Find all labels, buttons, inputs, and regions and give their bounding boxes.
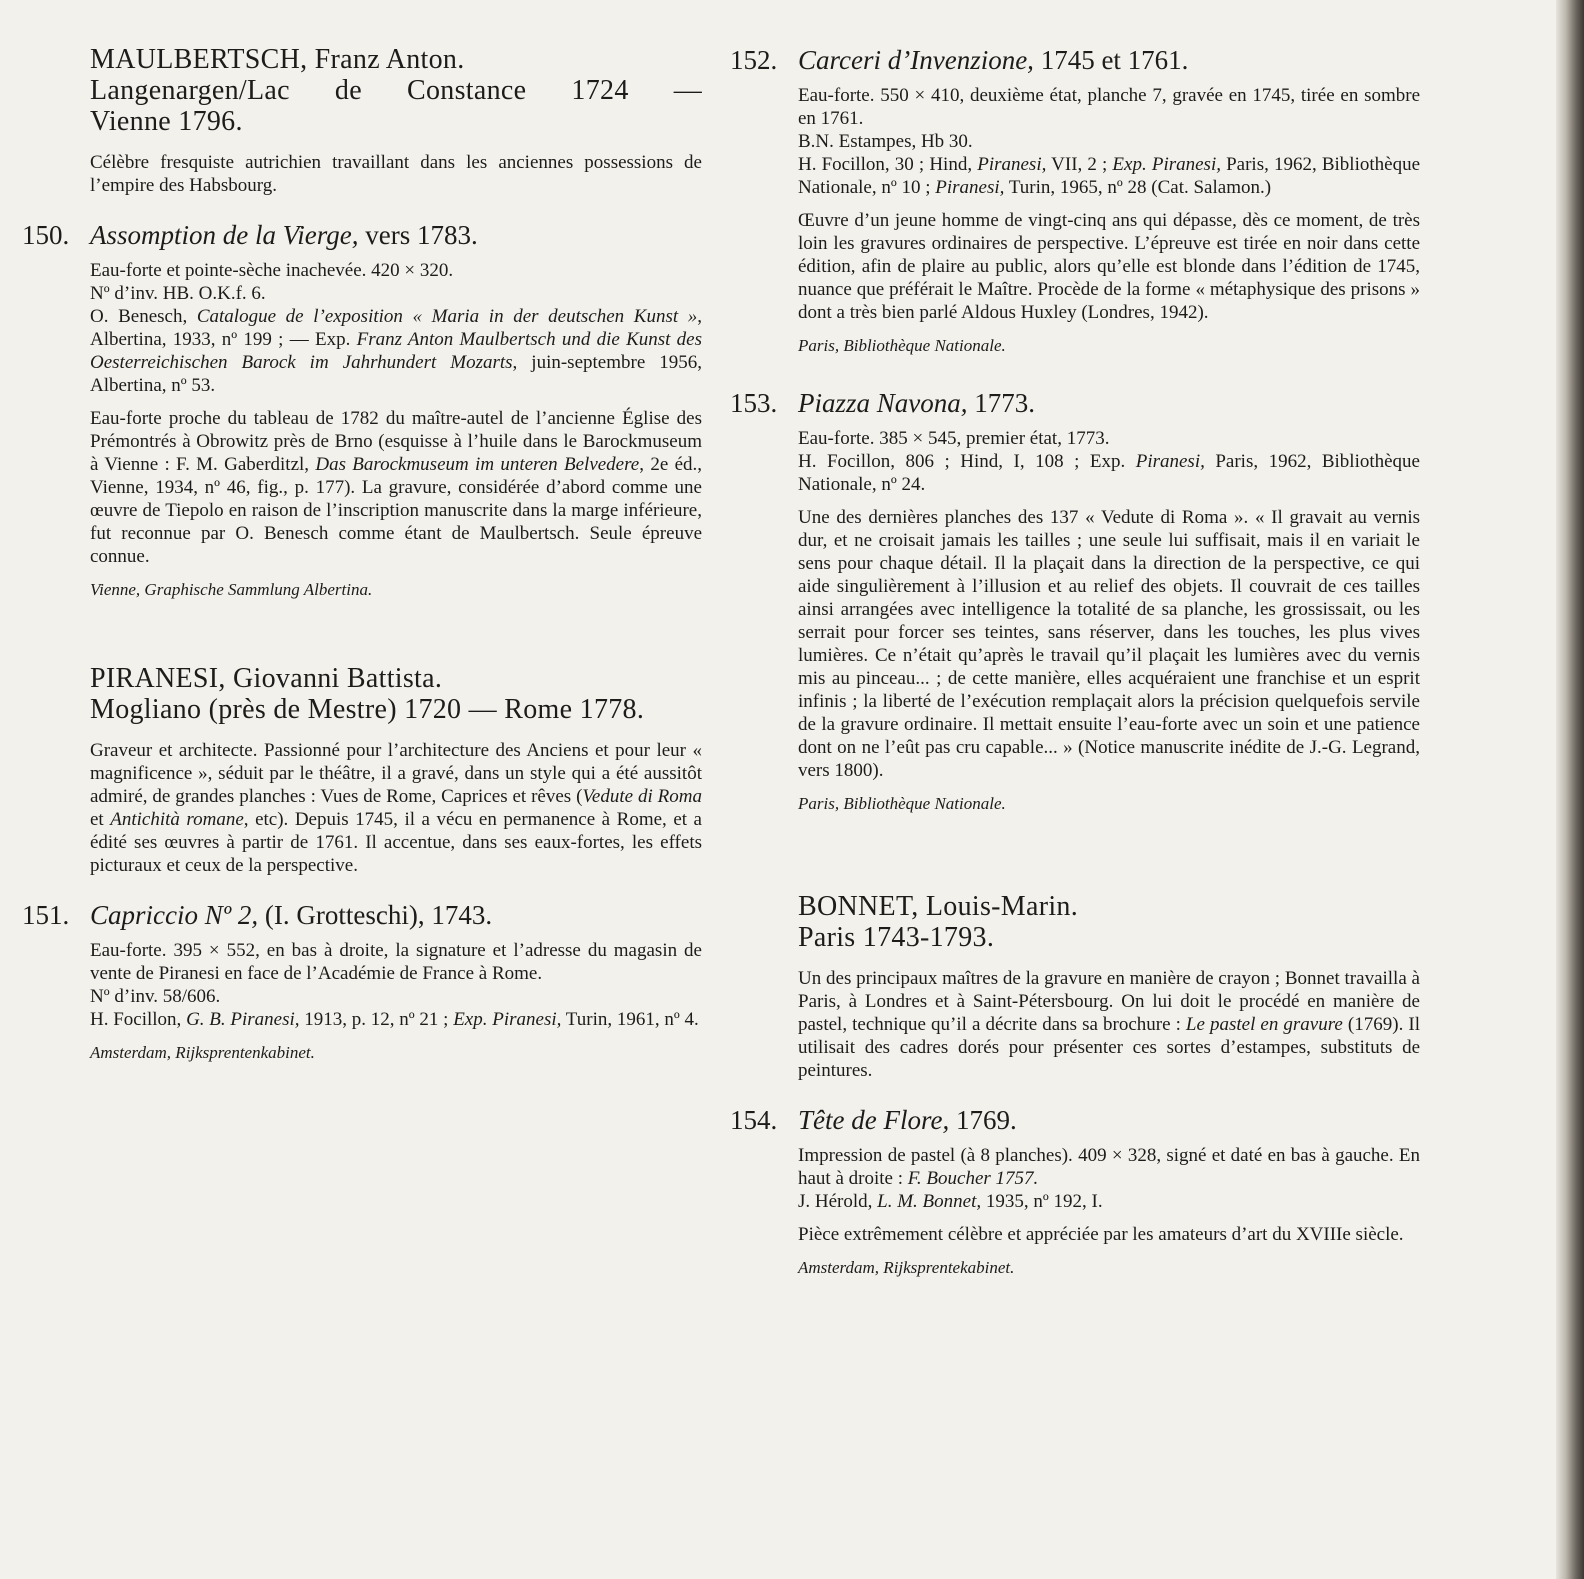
artist-heading-bonnet <box>798 891 1420 953</box>
collection-location: Paris, Bibliothèque Nationale. <box>798 336 1006 355</box>
artist-intro: Célèbre fresquiste autrichien travaillant dans les anciennes possessions de l’empire des Habsbourg. <box>90 152 702 196</box>
entry-heading <box>730 44 1420 76</box>
artist-name: PIRANESI, Giovanni Battista. <box>90 663 443 694</box>
ref-text: , Albertina, 1933, nº 199 ; — Exp. <box>90 306 702 350</box>
entry-commentary <box>798 1223 1420 1246</box>
technique-line: Eau-forte. 385 × 545, premier état, 1773. <box>798 428 1110 449</box>
technical-notes <box>90 939 702 1031</box>
ref-text: Paris, 1962, Bibliothèque Nationale, nº 24. <box>798 451 1420 495</box>
commentary-text: Œuvre d’un jeune homme de vingt-cinq ans qui dépasse, dès ce moment, de très loin les gravures ordinaires de perspective. L’épreuve est tirée en noir dans cette édition, afin de plaire au public, alors qu’elle est blonde dans l’édition de 1745, nuance que préférait le Maître. Procède de la forme « métaphysique des prisons » dont a très bien parlé Aldous Huxley (Londres, 1942). <box>798 210 1420 323</box>
entry-title: Carceri d’Invenzione, <box>798 45 1034 75</box>
artist-name: MAULBERTSCH, Franz Anton. <box>90 44 465 75</box>
artist-birth-death-cont: Vienne 1796. <box>90 106 243 137</box>
commentary-text <box>90 407 702 568</box>
ref-text: 1935, nº 192, I. <box>981 1191 1103 1212</box>
artist-name: BONNET, Louis-Marin. <box>798 891 1078 922</box>
references <box>798 450 1420 496</box>
ref-title: Piranesi, <box>935 177 1005 198</box>
entry-number: 154. <box>730 1105 778 1135</box>
entry-title: Assomption de la Vierge, <box>90 220 359 250</box>
commentary-text: Pièce extrêmement célèbre et appréciée par les amateurs d’art du XVIIIe siècle. <box>798 1224 1404 1245</box>
ref-title: G. B. Piranesi, <box>186 1009 300 1030</box>
inventory-line: Nº d’inv. 58/606. <box>90 986 221 1007</box>
right-column <box>730 44 1420 1279</box>
book-spine-shadow <box>1556 0 1584 1579</box>
artist-birth-death: Langenargen/Lac de Constance 1724 — <box>90 75 702 106</box>
entry-title-line <box>798 387 1035 419</box>
entry-heading <box>22 219 702 251</box>
technical-notes <box>798 84 1420 199</box>
artist-heading-piranesi <box>90 663 702 725</box>
ref-text: , juin-septembre 1956, Albertina, nº 53. <box>90 352 702 396</box>
section-gap <box>730 815 1420 891</box>
inventory-line: B.N. Estampes, Hb 30. <box>798 131 973 152</box>
ref-text: Turin, 1961, nº 4. <box>561 1009 699 1030</box>
technique-line <box>798 1144 1420 1190</box>
comment-text: Eau-forte proche du tableau de 1782 du maître-autel de l’ancienne Église des Prémontrés à Obrowitz près de Brno (esquisse à l’huile dans le Barockmuseum à Vienne : F. M. Gaberditzl, <box>90 408 702 475</box>
collection-location: Amsterdam, Rijksprentekabinet. <box>798 1258 1015 1277</box>
intro-title: Le pastel en gravure <box>1185 1014 1343 1035</box>
entry-body <box>798 427 1420 815</box>
artist-intro <box>90 739 702 877</box>
references <box>798 153 1420 199</box>
ref-text: H. Focillon, 30 ; Hind, <box>798 154 978 175</box>
entry-title-line <box>798 1104 1017 1136</box>
intro-text: , etc). Depuis 1745, il a vécu en permanence à Rome, et a édité ses œuvres à partir de 1761. Il accentue, dans ses eaux-fortes, les effets picturaux et ceux de la perspective. <box>90 809 702 876</box>
references <box>90 1008 702 1031</box>
catalogue-entry-154 <box>730 1104 1420 1279</box>
ref-title: Franz Anton Maulbertsch und die Kunst des Oesterreichischen Barock im Jahrhundert Mozarts <box>90 329 703 373</box>
entry-body <box>90 939 702 1064</box>
technical-notes <box>798 1144 1420 1213</box>
entry-title-line <box>90 219 478 251</box>
comment-text: , 2e éd., Vienne, 1934, nº 46, fig., p. 177). La gravure, considérée d’abord comme une œuvre de Tiepolo en raison de l’inscription manuscrite dans la marge inférieure, fut reconnue par O. Benesch comme étant de Maulbertsch. Seule épreuve connue. <box>90 454 702 567</box>
technique-line: Eau-forte. 550 × 410, deuxième état, planche 7, gravée en 1745, tirée en sombre en 1761. <box>798 85 1420 129</box>
entry-body <box>798 84 1420 357</box>
ref-title: L. M. Bonnet, <box>877 1191 982 1212</box>
entry-heading <box>22 899 702 931</box>
entry-date: 1769. <box>949 1105 1017 1135</box>
entry-body <box>798 1144 1420 1279</box>
ref-title: Piranesi, <box>977 154 1047 175</box>
intro-title: Antichità romane <box>110 809 244 830</box>
entry-title-line <box>798 44 1188 76</box>
technical-notes <box>798 427 1420 496</box>
commentary-text: Une des dernières planches des 137 « Vedute di Roma ». « Il gravait au vernis dur, et ne croisait jamais les tailles ; une seule lui suffisait, mais il en variait le sens pour chaque détail. Il la plaçait dans la direction de la perspective, ce qui aide singulièrement à l’illusion et au relief des objets. Il couvrait de ces tailles ainsi arrangées avec intelligence la totalité de sa planche, les grossissait, ou les serrait pour forcer ses teintes, sans réserver, dans les touches, les plus vives lumières. Ce n’était qu’après le travail qu’il plaçait les lumières avec du vernis mis au pinceau... ; de cette manière, elles acquéraient une franchise et un esprit infinis ; la liberté de l’exécution remplaçait alors la précision quelquefois servile de la gravure ordinaire. Il mettait ensuite l’eau-forte avec un soin et une patience dont on ne l’eût pas cru capable... » (Notice manuscrite inédite de J.-G. Legrand, vers 1800). <box>798 507 1420 781</box>
left-column <box>22 44 702 1064</box>
entry-date: 1745 et 1761. <box>1033 45 1189 75</box>
entry-title-line <box>90 899 492 931</box>
entry-title: Capriccio Nº 2, <box>90 900 259 930</box>
ref-text: Paris, 1962, Bibliothèque Nationale, nº 10 ; <box>798 154 1421 198</box>
collection-location: Amsterdam, Rijksprentenkabinet. <box>90 1043 315 1062</box>
intro-text: Un des principaux maîtres de la gravure en manière de crayon ; Bonnet travailla à Paris, à Londres et à Saint-Pétersbourg. On lui doit le procédé en manière de pastel, technique qu’il a décrite dans sa brochure : <box>798 968 1420 1035</box>
references <box>798 1190 1420 1213</box>
ref-title: Catalogue de l’exposition « Maria in der deutschen Kunst » <box>196 306 698 327</box>
entry-commentary <box>90 407 702 568</box>
ref-text: Turin, 1965, nº 28 (Cat. Salamon.) <box>1004 177 1272 198</box>
entry-title: Tête de Flore, <box>798 1105 950 1135</box>
ref-text: H. Focillon, 806 ; Hind, I, 108 ; Exp. <box>798 451 1136 472</box>
entry-body <box>90 259 702 601</box>
entry-commentary <box>798 209 1420 324</box>
entry-number: 153. <box>730 388 778 418</box>
artist-birth-death: Mogliano (près de Mestre) 1720 — Rome 1778. <box>90 694 645 725</box>
entry-heading <box>730 387 1420 419</box>
technique-line: Eau-forte. 395 × 552, en bas à droite, la signature et l’adresse du magasin de vente de Piranesi en face de l’Académie de France à Rome. <box>90 940 702 984</box>
entry-commentary <box>798 506 1420 782</box>
ref-text: 1913, p. 12, nº 21 ; <box>299 1009 454 1030</box>
entry-number: 152. <box>730 45 778 75</box>
comment-title: Das Barockmuseum im unteren Belvedere <box>315 454 640 475</box>
artist-birth-death: Paris 1743-1793. <box>798 922 995 953</box>
intro-title: Vedute di Roma <box>582 786 702 807</box>
ref-title: Piranesi, <box>1135 451 1205 472</box>
entry-date: vers 1783. <box>358 220 478 250</box>
technique-line: Eau-forte et pointe-sèche inachevée. 420 × 320. <box>90 260 454 281</box>
tech-text: Impression de pastel (à 8 planches). 409 × 328, signé et daté en bas à gauche. En haut à droite : <box>798 1145 1420 1189</box>
intro-text: Graveur et architecte. Passionné pour l’architecture des Anciens et pour leur « magnificence », séduit par le théâtre, il a gravé, dans un style qui a été aussitôt admiré, de grandes planches : Vues de Rome, Caprices et rêves ( <box>90 740 702 807</box>
ref-text: J. Hérold, <box>798 1191 878 1212</box>
tech-signature: F. Boucher 1757. <box>907 1168 1039 1189</box>
ref-text: O. Benesch, <box>90 306 197 327</box>
entry-heading <box>730 1104 1420 1136</box>
references <box>90 305 702 397</box>
technical-notes <box>90 259 702 397</box>
collection-location: Vienne, Graphische Sammlung Albertina. <box>90 580 373 599</box>
entry-title: Piazza Navona, <box>798 388 968 418</box>
entry-number: 151. <box>22 900 70 930</box>
catalogue-entry-151 <box>22 899 702 1064</box>
entry-number: 150. <box>22 220 70 250</box>
ref-text: VII, 2 ; <box>1046 154 1113 175</box>
ref-title: Exp. Piranesi, <box>1112 154 1221 175</box>
collection-location: Paris, Bibliothèque Nationale. <box>798 794 1006 813</box>
intro-text: (1769). Il utilisait des cadres dorés pour présenter ces sortes d’estampes, substituts de peintures. <box>798 1014 1420 1081</box>
inventory-line: Nº d’inv. HB. O.K.f. 6. <box>90 283 266 304</box>
entry-date: 1773. <box>967 388 1036 418</box>
catalogue-entry-153 <box>730 387 1420 815</box>
artist-heading-maulbertsch <box>90 44 702 137</box>
intro-text: et <box>90 809 111 830</box>
catalogue-entry-152 <box>730 44 1420 357</box>
catalogue-entry-150 <box>22 219 702 601</box>
ref-text: H. Focillon, <box>90 1009 187 1030</box>
section-gap <box>22 601 702 663</box>
ref-title: Exp. Piranesi, <box>453 1009 562 1030</box>
entry-date: (I. Grotteschi), 1743. <box>258 900 493 930</box>
artist-intro <box>798 967 1420 1082</box>
